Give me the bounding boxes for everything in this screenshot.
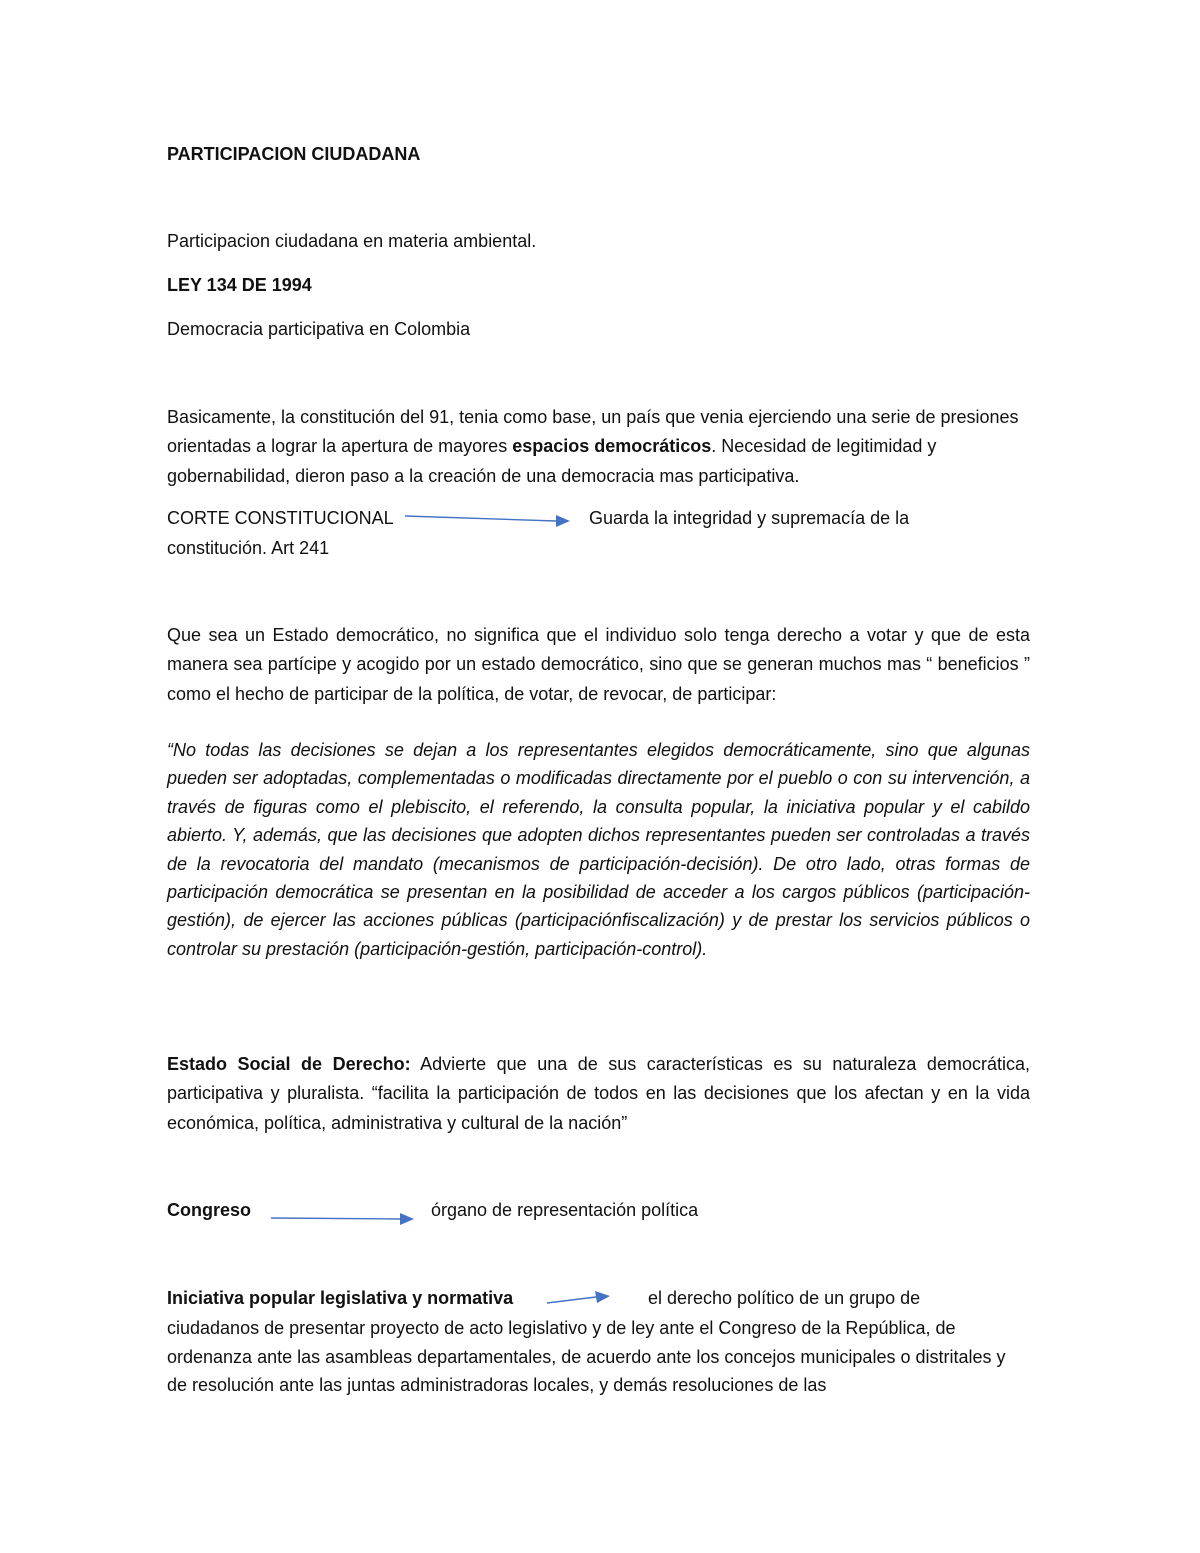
social-state-text (167, 1050, 1030, 1138)
congreso-label: Congreso (167, 1200, 252, 1220)
congreso-arrow-icon (270, 1209, 416, 1229)
estado-paragraph-text: Que sea un Estado democrático, no significa que el individuo solo tenga derecho a votar y que de esta manera sea partícipe y acogido por un estado democrático, sino que se generan muchos mas “ beneficios ” como el hecho de participar de la política, de votar, de revocar, de participar: (167, 625, 1030, 704)
social-state-body: Advierte que una de sus características es su naturaleza democrática, participativa y pluralista. “facilita la participación de todos en las decisiones que los afectan y en la vida económica, política, administrativa y cultural de la nación” (167, 1054, 1030, 1133)
intro-text-part1: Basicamente, la constitución del 91, tenia como base, un país que venia ejerciendo una serie de presiones orientadas a lograr la apertura de mayores (167, 407, 1019, 457)
iniciativa-description: el derecho político de un grupo de (648, 1288, 921, 1308)
section-heading: Democracia participativa en Colombia (167, 319, 471, 339)
corte-description-continued: constitución. Art 241 (167, 538, 330, 558)
document-title: PARTICIPACION CIUDADANA (167, 144, 421, 164)
social-state-paragraph (167, 1050, 1030, 1138)
congreso-description: órgano de representación política (431, 1200, 699, 1220)
iniciativa-arrow-icon (546, 1289, 612, 1309)
estado-paragraph (167, 621, 1030, 709)
corte-label: CORTE CONSTITUCIONAL (167, 508, 394, 528)
iniciativa-label: Iniciativa popular legislativa y normativa (167, 1288, 514, 1308)
document-subtitle: Participacion ciudadana en materia ambiental. (167, 231, 537, 251)
corte-arrow-icon (404, 512, 572, 532)
intro-paragraph (167, 403, 1030, 491)
law-reference: LEY 134 DE 1994 (167, 275, 312, 295)
iniciativa-continued: ciudadanos de presentar proyecto de acto legislativo y de ley ante el Congreso de la República, de ordenanza ante las asambleas departamentales, de acuerdo ante los concejos municipales o distritales y de resolución ante las juntas administradoras locales, y demás resoluciones de las (167, 1318, 1006, 1396)
intro-bold-phrase: espacios democráticos (512, 436, 712, 457)
social-state-label: Estado Social de Derecho: (167, 1054, 411, 1074)
intro-text-part2: . Necesidad de legitimidad y gobernabilidad, dieron paso a la creación de una democracia mas participativa. (167, 436, 937, 486)
corte-description: Guarda la integridad y supremacía de la (589, 508, 910, 528)
quote-block: “No todas las decisiones se dejan a los representantes elegidos democráticamente, sino que algunas pueden ser adoptadas, complementadas o modificadas directamente por el pueblo o con su intervención, a través de figuras como el plebiscito, el referendo, la consulta popular, la iniciativa popular y el cabildo abierto. Y, además, que las decisiones que adopten dichos representantes pueden ser controladas a través de la revocatoria del mandato (mecanismos de participación-decisión). De otro lado, otras formas de participación democrática se presentan en la posibilidad de acceder a los cargos públicos (participación-gestión), de ejercer las acciones públicas (participaciónfiscalización) y de prestar los servicios públicos o controlar su prestación (participación-gestión, participación-control). (167, 740, 1030, 959)
